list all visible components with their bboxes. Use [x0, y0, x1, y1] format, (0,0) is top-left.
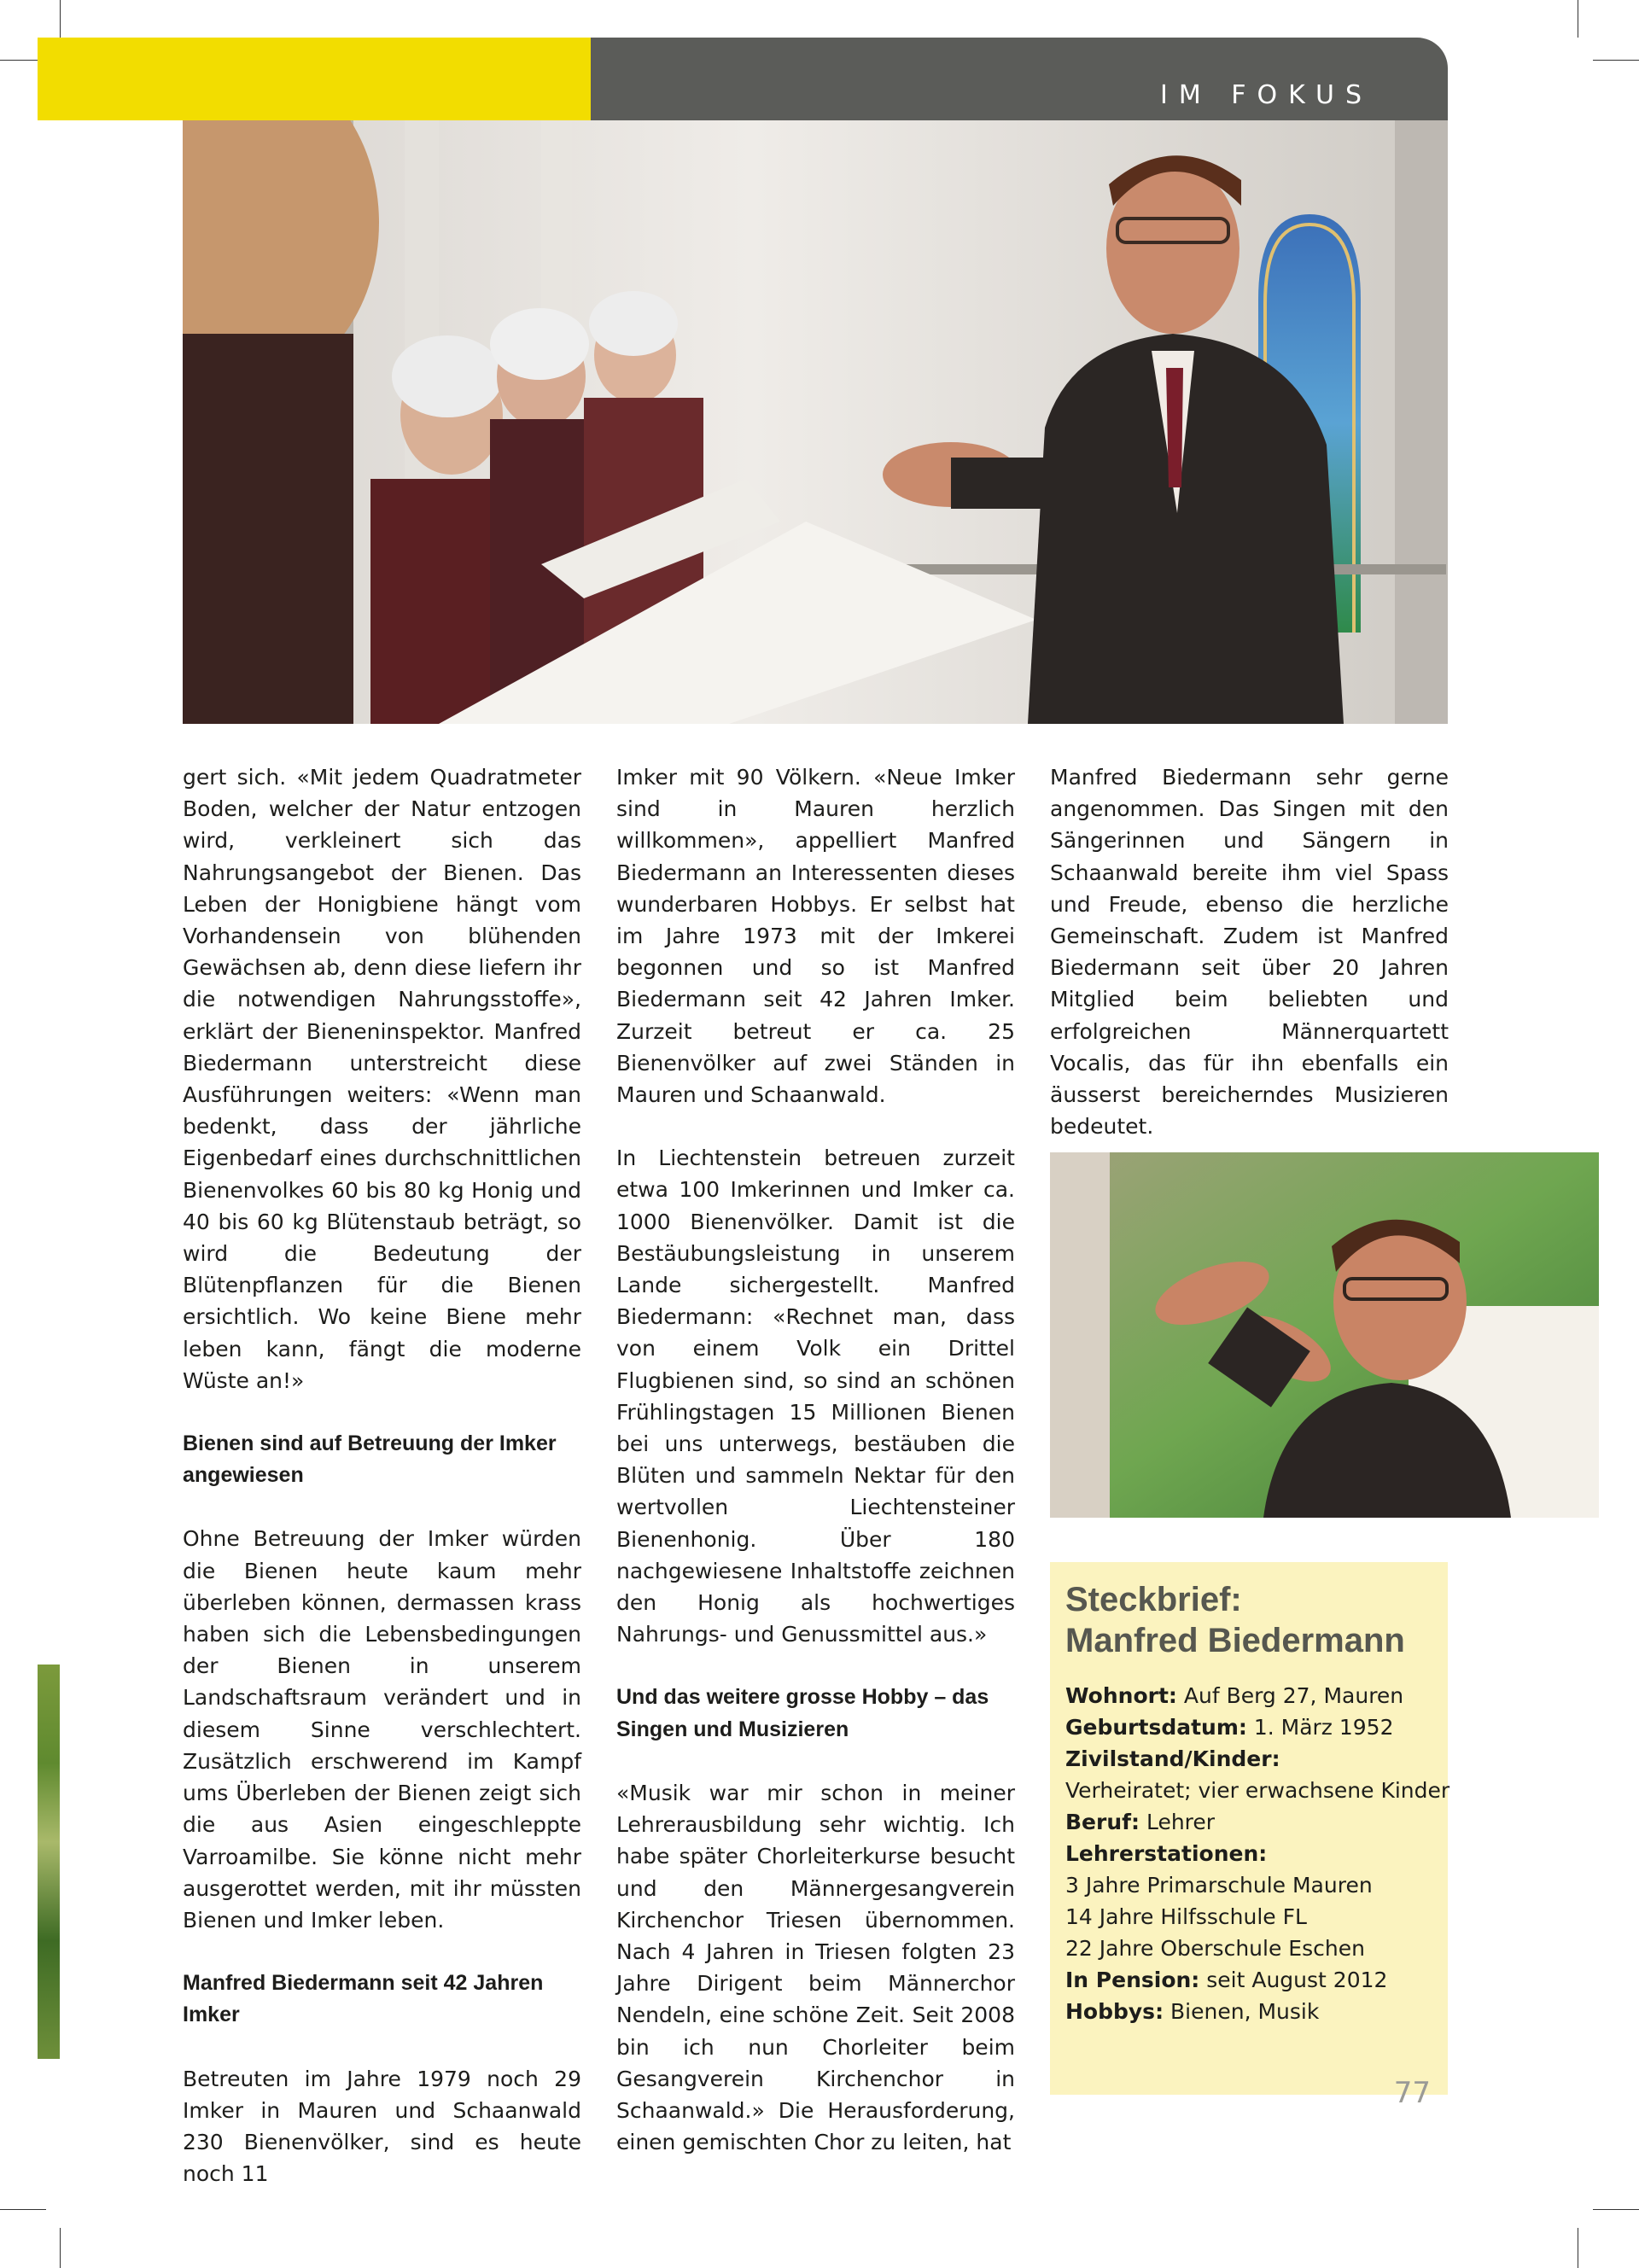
fact-row-zivilstand — [1065, 1743, 1432, 1775]
fact-row-pension — [1065, 1964, 1432, 1996]
fact-value: Verheiratet; vier erwachsene Kinder — [1065, 1778, 1450, 1803]
fact-label: Geburtsdatum: — [1065, 1715, 1247, 1740]
paragraph: gert sich. «Mit jedem Quadratmeter Boden, welcher der Natur entzogen wird, verkleinert sich das Nahrungsangebot der Bienen. Das Leben der Honigbiene hängt vom Vorhandensein von blühenden Gewächsen ab, denn diese liefern ihr die notwendigen Nahrungsstoffe», erklärt der Bieneninspektor. Manfred Biedermann unterstreicht diese Ausführungen weiters: «Wenn man bedenkt, dass der jährliche Eigenbedarf eines durchschnittlichen Bienenvolkes 60 bis 80 kg Honig und 40 bis 60 kg Blütenstaub beträgt, so wird die Bedeutung der Blütenpflanzen für die Bienen ersichtlich. Wo keine Biene mehr leben kann, fängt die moderne Wüste an!» — [183, 765, 581, 1393]
article-column-3 — [1050, 761, 1449, 1142]
portrait-photo — [1050, 1152, 1599, 1518]
fact-row-lehrerstationen — [1065, 1838, 1432, 1869]
fact-value: Auf Berg 27, Mauren — [1176, 1683, 1404, 1708]
crop-mark — [60, 2228, 61, 2268]
crop-mark — [60, 0, 61, 38]
crop-mark — [1593, 2209, 1639, 2210]
fact-value: 1. März 1952 — [1246, 1715, 1394, 1740]
fact-value: 22 Jahre Oberschule Eschen — [1065, 1936, 1365, 1961]
fact-row-hobbys — [1065, 1996, 1432, 2027]
article-column-2 — [616, 761, 1015, 2158]
paragraph: Manfred Biedermann sehr gerne angenommen. Das Singen mit den Sängerinnen und Sängern in Schaanwald bereite ihm viel Spass und Freude, ebenso die herzliche Gemeinschaft. Zudem ist Manfred Biedermann seit über 20 Jahren Mitglied beim beliebten und erfolgreichen Männerquartett Vocalis, das für ihn ebenfalls ein äusserst bereicherndes Musizieren bedeutet. — [1050, 765, 1449, 1140]
header-accent-bar — [38, 38, 591, 120]
fact-value: seit August 2012 — [1199, 1968, 1388, 1992]
fact-value: Lehrer — [1140, 1810, 1216, 1834]
fact-label: Zivilstand/Kinder: — [1065, 1746, 1280, 1771]
section-label: IM FOKUS — [1159, 80, 1373, 110]
fact-label: In Pension: — [1065, 1968, 1200, 1992]
fact-label: Wohnort: — [1065, 1683, 1177, 1708]
paragraph: Betreuten im Jahre 1979 noch 29 Imker in Mauren und Schaanwald 230 Bienenvölker, sind es heute noch 11 — [183, 2066, 581, 2187]
conductor-portrait-illustration — [1050, 1152, 1599, 1518]
main-photo — [183, 120, 1448, 724]
subheading: Bienen sind auf Betreuung der Imker angewiesen — [183, 1431, 557, 1488]
crop-mark — [0, 2209, 46, 2210]
fact-row-wohnort — [1065, 1680, 1432, 1711]
fact-row-geburtsdatum — [1065, 1711, 1432, 1743]
fact-value: Bienen, Musik — [1164, 1999, 1320, 2024]
fact-value: 14 Jahre Hilfsschule FL — [1065, 1904, 1307, 1929]
fact-label: Hobbys: — [1065, 1999, 1164, 2024]
fact-label: Beruf: — [1065, 1810, 1140, 1834]
fact-label: Lehrerstationen: — [1065, 1841, 1268, 1866]
choir-photo-illustration — [183, 120, 1448, 724]
paragraph: In Liechtenstein betreuen zurzeit etwa 100 Imkerinnen und Imker ca. 1000 Bienenvölker. Damit ist die Bestäubungsleistung in unserem Lande sichergestellt. Manfred Biedermann: «Rechnet man, dass von einem Volk ein Drittel Flugbienen sind, so sind an schönen Frühlingstagen 15 Millionen Bienen bei uns unterwegs, bestäuben die Blüten und sammeln Nektar für den wertvollen Liechtensteiner Bienenhonig. Über 180 nachgewiesene Inhaltstoffe zeichnen den Honig als hochwertiges Nahrungs- und Genussmittel aus.» — [616, 1146, 1015, 1647]
subheading: Manfred Biedermann seit 42 Jahren Imker — [183, 1971, 544, 2027]
paragraph: Imker mit 90 Völkern. «Neue Imker sind in Mauren herzlich willkommen», appelliert Manfred Biedermann an Interessenten dieses wunderbaren Hobbys. Er selbst hat im Jahre 1973 mit der Imkerei begonnen und so ist Manfred Biedermann seit 42 Jahren Imker. Zurzeit betreut er ca. 25 Bienenvölker auf zwei Ständen in Mauren und Schaanwald. — [616, 765, 1015, 1108]
fact-row-beruf — [1065, 1806, 1432, 1838]
paragraph: «Musik war mir schon in meiner Lehrerausbildung sehr wichtig. Ich habe später Chorleiterkurse besucht und den Männergesangverein Kirchenchor Triesen übernommen. Nach 4 Jahren in Triesen folgten 23 Jahre Dirigent beim Männerchor Nendeln, eine schöne Zeit. Seit 2008 bin ich nun Chorleiter beim Gesangverein Kirchenchor in Schaanwald.» Die Herausforderung, einen gemischten Chor zu leiten, hat — [616, 1780, 1015, 2155]
paragraph: Ohne Betreuung der Imker würden die Bienen heute kaum mehr überleben können, dermassen krass haben sich die Lebensbedingungen der Bienen in unserem Landschaftsraum verändert und in diesem Sinne verschlechtert. Zusätzlich erschwerend im Kampf ums Überleben der Bienen zeigt sich die aus Asien eingeschleppte Varroamilbe. Sie könne nicht mehr ausgerottet werden, mit ihr müssten Bienen und Imker leben. — [183, 1526, 581, 1933]
article-column-1 — [183, 761, 581, 2189]
fact-list — [1065, 1680, 1450, 2027]
fact-box — [1050, 1562, 1448, 2095]
fact-box-title-line: Manfred Biedermann — [1065, 1622, 1405, 1659]
fact-value: 3 Jahre Primarschule Mauren — [1065, 1873, 1373, 1898]
page-number: 77 — [1393, 2076, 1431, 2110]
crop-mark — [1593, 60, 1639, 61]
fact-box-title — [1065, 1579, 1432, 1661]
fact-box-title-line: Steckbrief: — [1065, 1581, 1242, 1618]
header-bar — [591, 38, 1448, 120]
decorative-photo-strip — [38, 1665, 60, 2059]
subheading: Und das weitere grosse Hobby – das Singen und Musizieren — [616, 1685, 989, 1741]
